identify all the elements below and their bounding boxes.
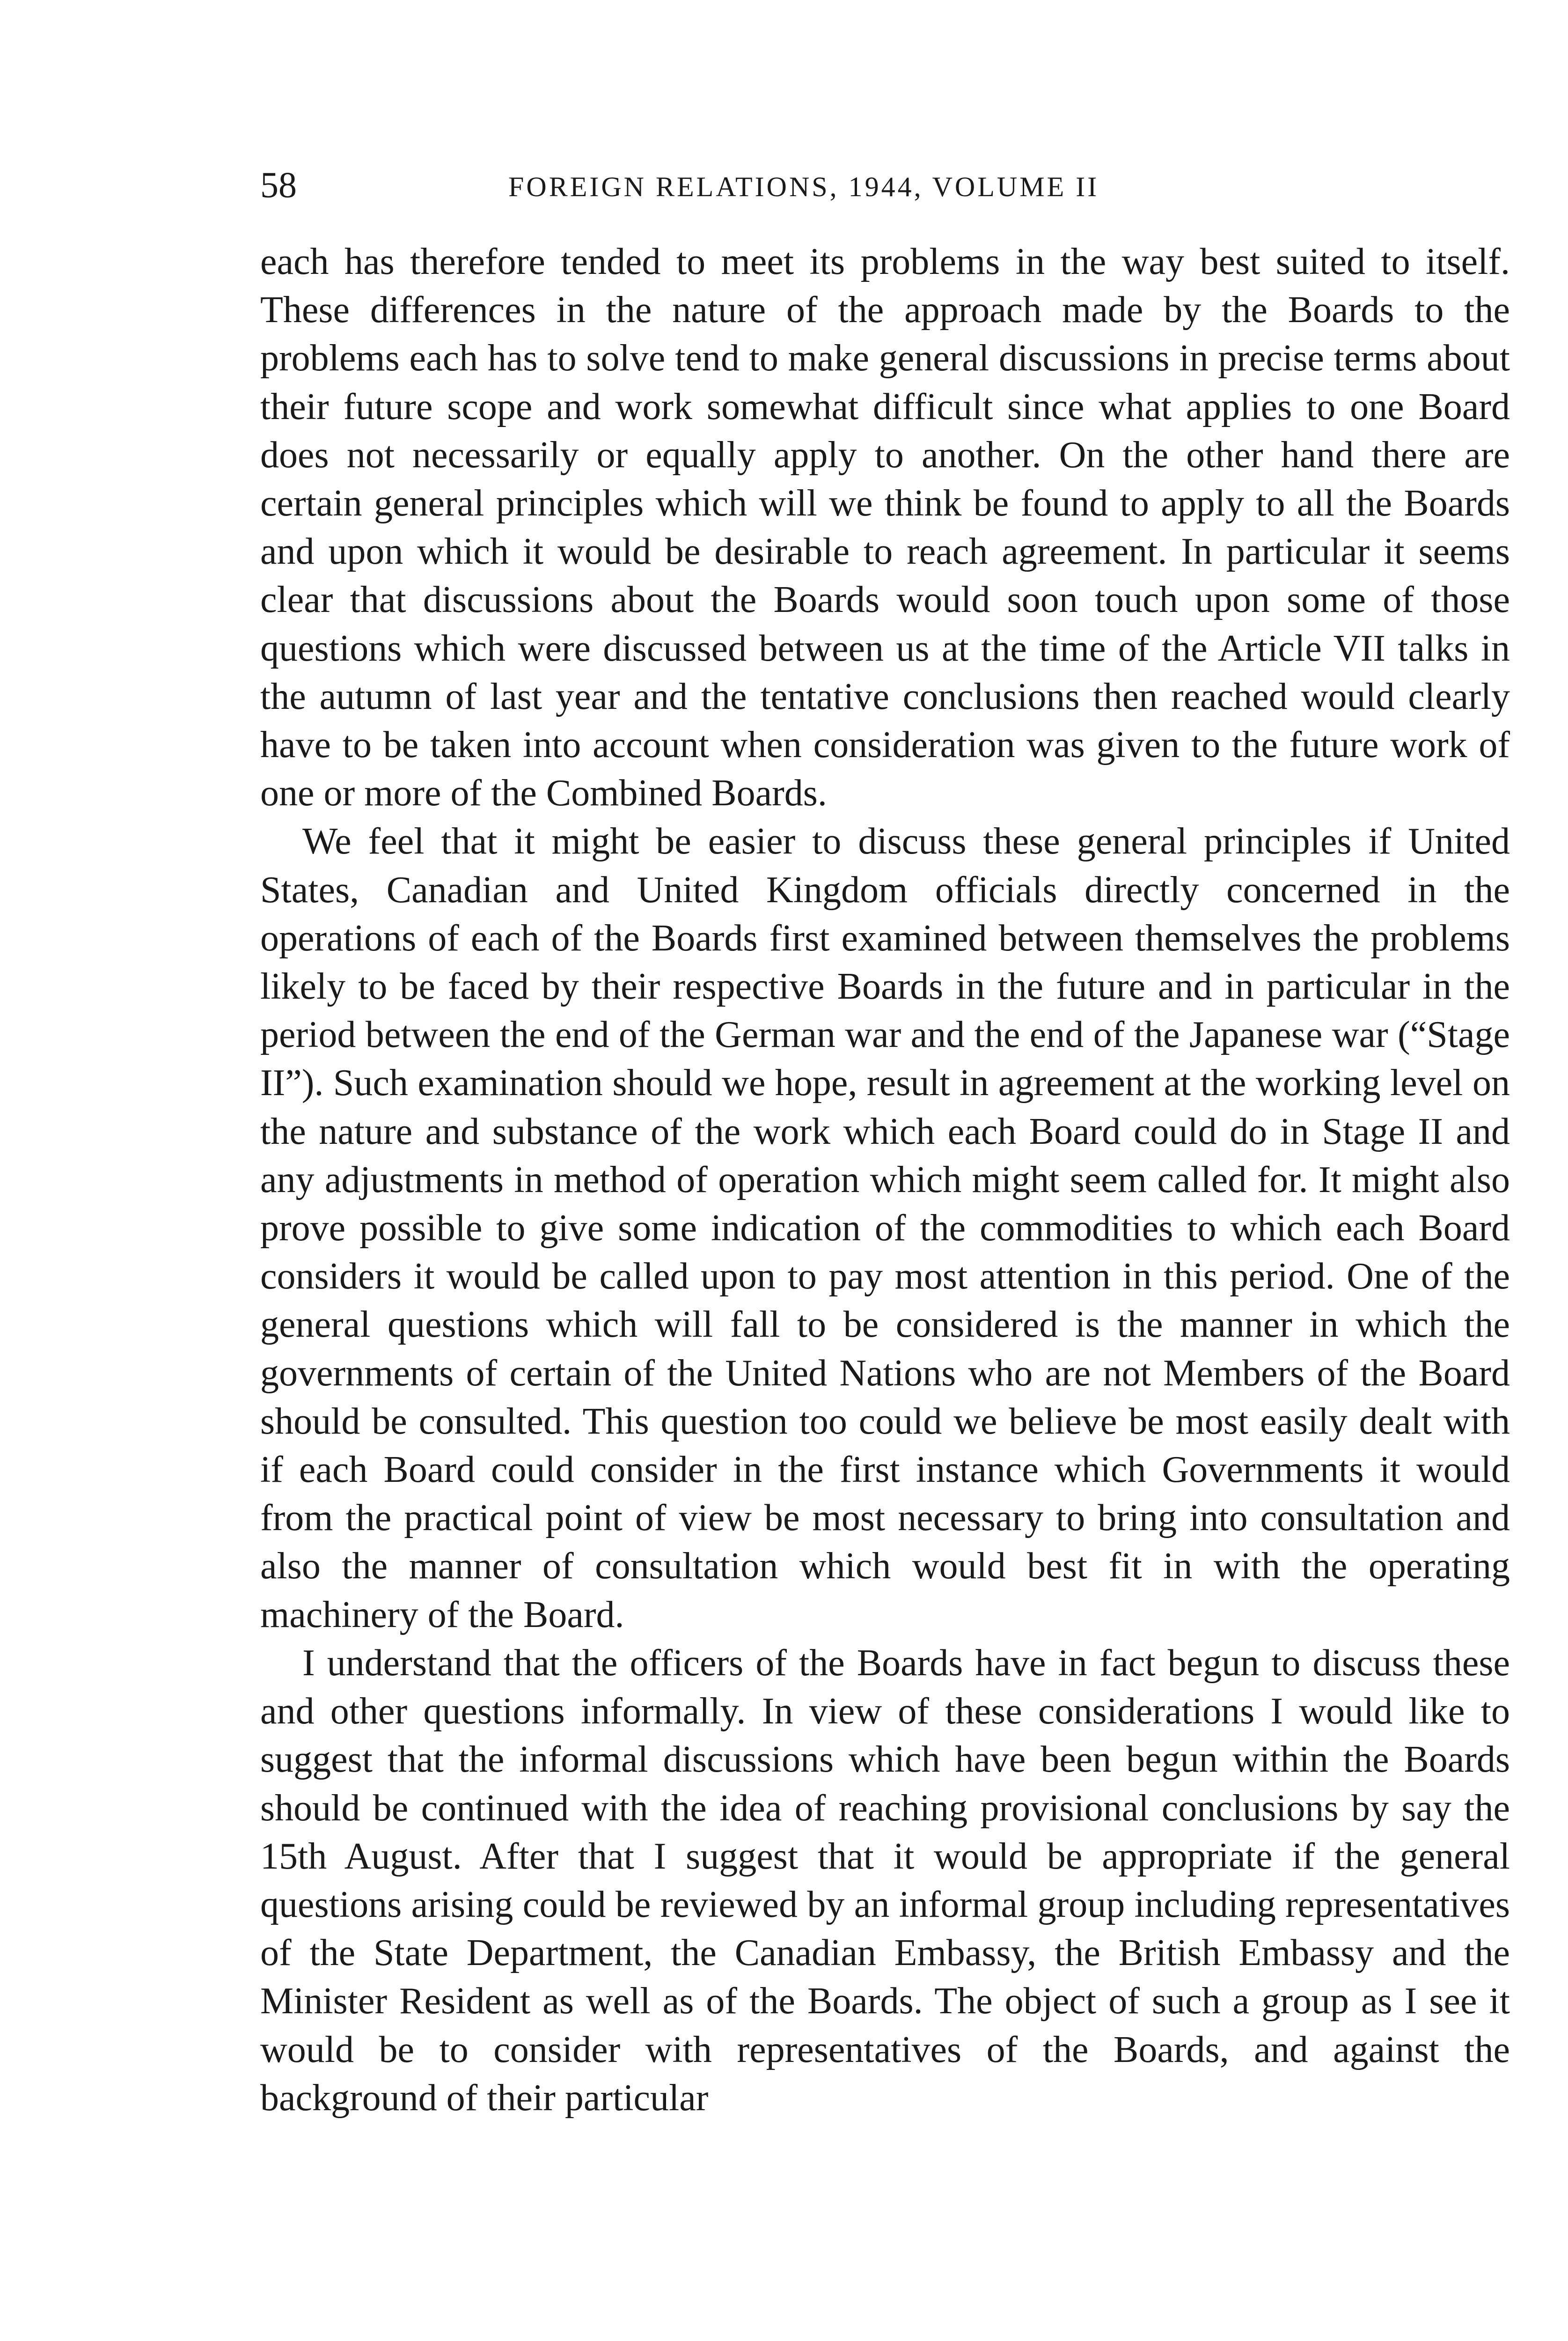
paragraph: I understand that the officers of the Boards have in fact begun to discuss these and other questions informally. In view of these considerations I would like to suggest that the informal discussions which have been begun within the Boards should be continued with the idea of reaching provisional conclusions by say the 15th August. After that I suggest that it would be appropriate if the general questions arising could be reviewed by an informal group including representatives of the State Department, the Canadian Embassy, the British Embassy and the Minister Resident as well as of the Boards. The object of such a group as I see it would be to consider with representatives of the Boards, and against the background of their particular	[260, 1642, 1510, 2119]
body-text	[260, 238, 1510, 2122]
paragraph: We feel that it might be easier to discuss these general principles if United States, Canadian and United Kingdom officials directly concerned in the operations of each of the Boards first examined between themselves the problems likely to be faced by their respective Boards in the future and in particular in the period between the end of the German war and the end of the Japanese war (“Stage II”). Such examination should we hope, result in agreement at the working level on the nature and substance of the work which each Board could do in Stage II and any adjustments in method of operation which might seem called for. It might also prove possible to give some indication of the commodities to which each Board considers it would be called upon to pay most attention in this period. One of the general questions which will fall to be considered is the manner in which the governments of certain of the United Nations who are not Members of the Board should be consulted. This question too could we believe be most easily dealt with if each Board could consider in the first instance which Governments it would from the practical point of view be most necessary to bring into consultation and also the manner of consultation which would best fit in with the operating machinery of the Board.	[260, 821, 1510, 1635]
page-header	[260, 159, 1524, 211]
page-number: 58	[260, 164, 297, 205]
paragraph-continuation: each has therefore tended to meet its problems in the way best suited to itself. These differences in the nature of the approach made by the Boards to the problems each has to solve tend to make general discussions in precise terms about their future scope and work somewhat difficult since what applies to one Board does not necessarily or equally apply to another. On the other hand there are certain general principles which will we think be found to apply to all the Boards and upon which it would be desirable to reach agreement. In particular it seems clear that discussions about the Boards would soon touch upon some of those questions which were discussed between us at the time of the Article VII talks in the autumn of last year and the tentative conclusions then reached would clearly have to be taken into account when consideration was given to the future work of one or more of the Combined Boards.	[260, 241, 1510, 814]
running-title: FOREIGN RELATIONS, 1944, VOLUME II	[508, 171, 1099, 202]
